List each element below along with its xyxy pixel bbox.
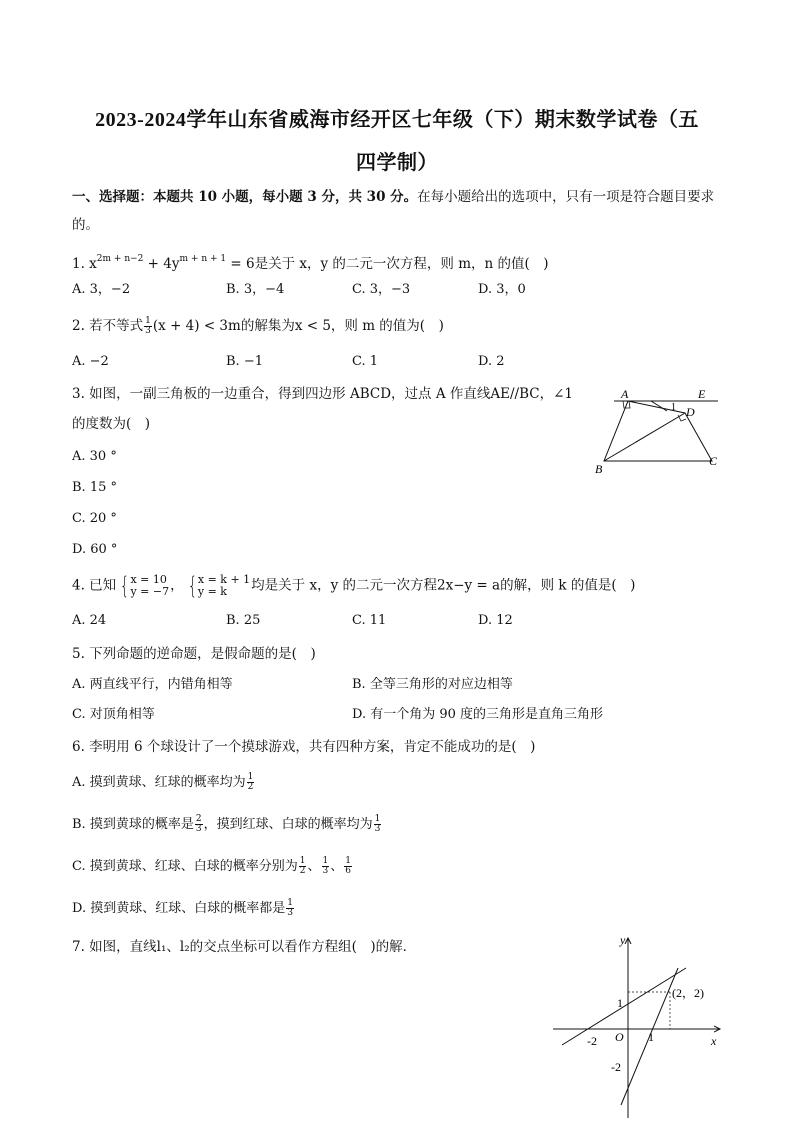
- label-c: C: [709, 454, 718, 468]
- q6-option-a-text: A. 摸到黄球、红球的概率均为: [72, 775, 246, 790]
- label-x-minus-2: -2: [587, 1034, 597, 1048]
- frac-den: 2: [247, 782, 254, 792]
- frac-num: 1: [374, 814, 381, 824]
- q4-option-d: D. 12: [478, 613, 513, 628]
- q4-suffix: 均是关于 x，y 的二元一次方程2x−y = a的解，则 k 的值是( ): [251, 577, 636, 594]
- label-a: A: [621, 387, 629, 401]
- frac-num: 1: [299, 856, 306, 866]
- q2-option-b: B. −1: [226, 354, 263, 369]
- diagonal-bd: [604, 413, 685, 461]
- q5-option-a: A. 两直线平行，内错角相等: [72, 677, 233, 692]
- frac-num: 1: [247, 772, 254, 782]
- q1-exp1: 2m + n−2: [96, 254, 144, 264]
- q6-option-d-fraction: [286, 899, 294, 918]
- frac-num: 1: [345, 856, 351, 866]
- label-d: D: [686, 405, 695, 419]
- q2-frac-den: 3: [145, 326, 151, 336]
- label-y: y: [620, 933, 626, 947]
- q4-sys1-row1: x = 10: [130, 573, 167, 586]
- q2-option-d: D. 2: [478, 354, 505, 369]
- frac-den: 3: [322, 866, 329, 876]
- q1-prefix: 1. x: [72, 256, 97, 272]
- label-angle-1: 1: [671, 402, 676, 413]
- q1-exp2: m + n + 1: [179, 254, 227, 264]
- line-l1: [562, 968, 686, 1045]
- label-x: x: [711, 1034, 717, 1048]
- q6-option-b-text2: ，摸到红球、白球的概率均为: [203, 817, 373, 832]
- label-b: B: [595, 462, 603, 476]
- label-y-minus-2: -2: [611, 1060, 621, 1074]
- q6-option-c-fraction1: [299, 857, 307, 876]
- q1-option-a: A. 3，−2: [72, 282, 131, 297]
- q6-option-c-fraction2: [322, 857, 330, 876]
- label-y-1: 1: [617, 996, 623, 1010]
- q3-stem-line2: 的度数为( ): [72, 416, 151, 432]
- q4-prefix: 4. 已知: [72, 577, 117, 594]
- title-line-2: 四学制）: [356, 152, 438, 174]
- q1-option-b: B. 3，−4: [226, 282, 285, 297]
- q2-suffix: (x + 4) < 3m的解集为x < 5，则 m 的值为( ): [152, 318, 444, 334]
- q6-option-c: [72, 857, 353, 876]
- q1-mid: + 4y: [143, 256, 180, 272]
- label-e: E: [698, 387, 706, 401]
- q1-suffix: = 6是关于 x，y 的二元一次方程，则 m，n 的值( ): [226, 256, 549, 272]
- q3-option-a: A. 30 °: [72, 449, 117, 464]
- q1-option-d: D. 3，0: [478, 282, 526, 297]
- q1-option-c: C. 3，−3: [352, 282, 411, 297]
- q5-stem: 5. 下列命题的逆命题，是假命题的是( ): [72, 646, 316, 662]
- label-x-1: 1: [648, 1030, 654, 1044]
- q4-sys2-row2: y = k: [197, 585, 227, 598]
- section-intro: [72, 187, 714, 207]
- q2-option-c: C. 1: [352, 354, 379, 369]
- q7-stem: 7. 如图，直线l₁、l₂的交点坐标可以看作方程组( )的解．: [72, 939, 417, 955]
- q3-option-c: C. 20 °: [72, 511, 117, 526]
- q2-stem: [72, 316, 444, 336]
- q4-sys2-row1: x = k + 1: [197, 573, 251, 586]
- q5-option-c: C. 对顶角相等: [72, 707, 155, 722]
- frac-den: 2: [299, 866, 306, 876]
- quadrilateral-abcd: [604, 401, 712, 461]
- q3-stem-line1: 3. 如图，一副三角板的一边重合，得到四边形 ABCD，过点 A 作直线AE//BC，∠1: [72, 386, 573, 402]
- frac-den: 3: [287, 908, 293, 918]
- q3-option-b: B. 15 °: [72, 480, 117, 495]
- q2-fraction: [144, 317, 152, 336]
- brace-icon: {: [120, 572, 130, 600]
- frac-num: 1: [287, 898, 293, 908]
- q6-option-a-fraction: [247, 773, 255, 792]
- q6-option-b-fraction1: [195, 815, 203, 834]
- q4-stem: [72, 574, 635, 598]
- frac-num: 2: [195, 814, 202, 824]
- section-intro-bold: 一、选择题：本题共 10 小题，每小题 3 分，共 30 分。: [72, 189, 418, 205]
- q6-option-d-text: D. 摸到黄球、红球、白球的概率都是: [72, 901, 286, 916]
- frac-den: 3: [374, 824, 381, 834]
- q2-frac-num: 1: [145, 316, 151, 326]
- frac-den: 6: [345, 866, 351, 876]
- q5-option-d: D. 有一个角为 90 度的三角形是直角三角形: [352, 707, 604, 722]
- q6-option-c-fraction3: [344, 857, 352, 876]
- q7-figure: [548, 930, 728, 1120]
- q6-option-b: [72, 815, 382, 834]
- q4-option-c: C. 11: [352, 613, 387, 628]
- q2-prefix: 2. 若不等式: [72, 318, 144, 334]
- section-intro-rest: 在每小题给出的选项中，只有一项是符合题目要求: [417, 189, 715, 205]
- q6-option-a: [72, 773, 255, 792]
- brace-icon: {: [187, 572, 197, 600]
- q4-option-a: A. 24: [72, 613, 107, 628]
- label-origin: O: [615, 1030, 624, 1044]
- q4-sys1-row2: y = −7: [130, 585, 170, 598]
- q2-option-a: A. −2: [72, 354, 109, 369]
- q4-option-b: B. 25: [226, 613, 261, 628]
- title-line-1: 2023-2024学年山东省威海市经开区七年级（下）期末数学试卷（五: [95, 109, 699, 131]
- section-intro-line2: 的。: [72, 217, 99, 233]
- q6-stem: 6. 李明用 6 个球设计了一个摸球游戏，共有四种方案，肯定不能成功的是( ): [72, 739, 536, 755]
- q3-option-d: D. 60 °: [72, 542, 118, 557]
- q5-option-b: B. 全等三角形的对应边相等: [352, 677, 513, 692]
- q4-system-2: [185, 574, 251, 598]
- q6-option-b-fraction2: [374, 815, 382, 834]
- q4-sep: ，: [170, 577, 184, 594]
- frac-num: 1: [322, 856, 329, 866]
- q4-system-1: [117, 574, 169, 598]
- sep: 、: [307, 859, 321, 874]
- frac-den: 3: [195, 824, 202, 834]
- q6-option-c-text: C. 摸到黄球、红球、白球的概率分别为: [72, 859, 298, 874]
- label-intersection: (2，2): [672, 986, 704, 1000]
- q6-option-d: [72, 899, 295, 918]
- q6-option-b-text1: B. 摸到黄球的概率是: [72, 817, 194, 832]
- q3-figure: [590, 383, 725, 478]
- q1-stem: [72, 249, 549, 274]
- sep: 、: [330, 859, 344, 874]
